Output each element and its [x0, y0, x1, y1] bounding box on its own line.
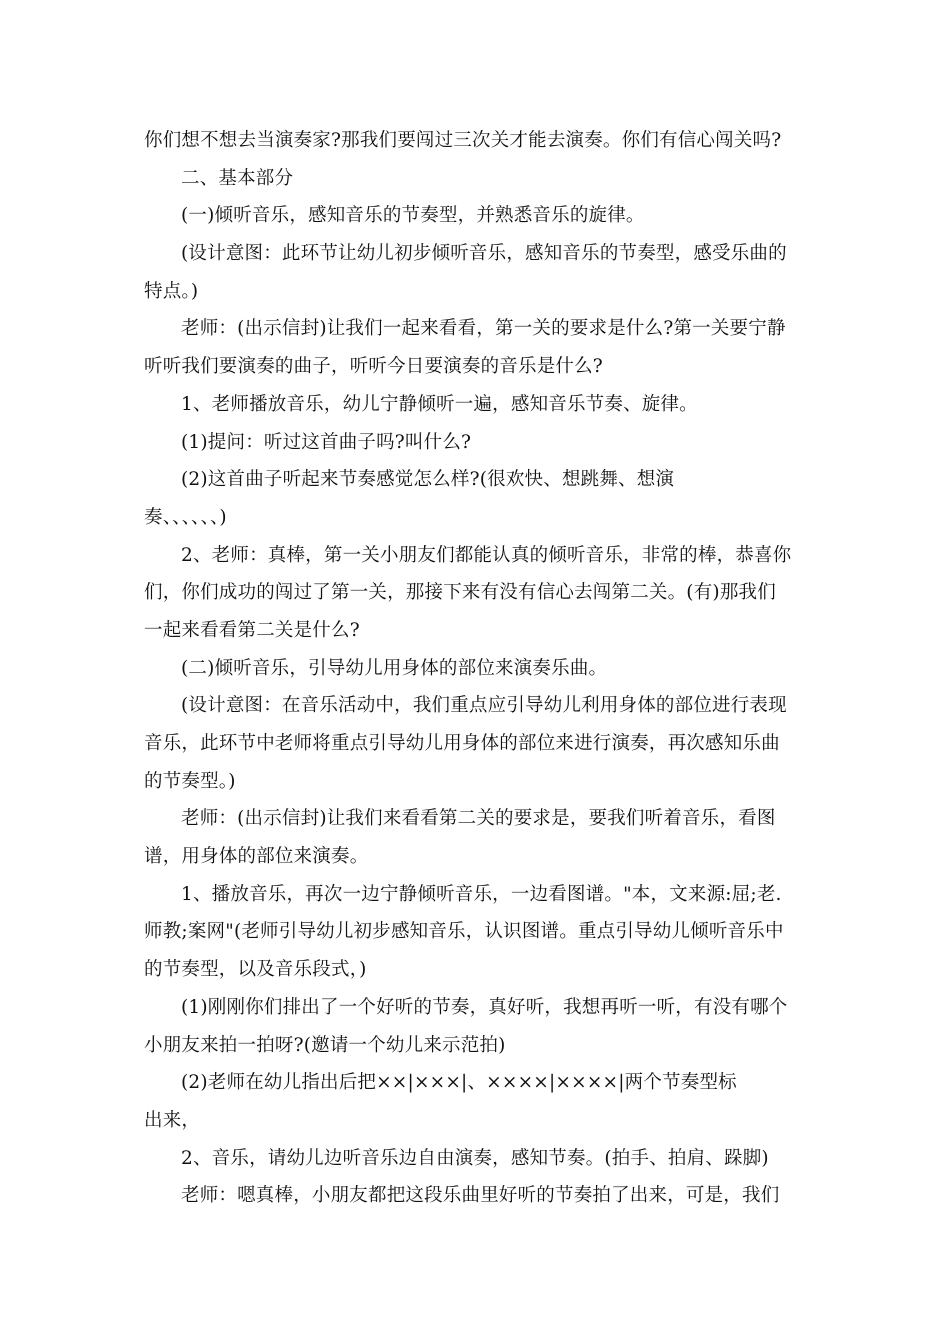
text-line: 听听我们要演奏的曲子，听听今日要演奏的音乐是什么? — [144, 356, 603, 378]
text-line: 2、音乐，请幼儿边听音乐边自由演奏，感知节奏。(拍手、拍肩、跺脚) — [181, 1147, 769, 1169]
text-line: (1)提问：听过这首曲子吗?叫什么? — [181, 431, 472, 453]
text-line: 小朋友来拍一拍呀?(邀请一个幼儿来示范拍) — [144, 1034, 506, 1056]
text-line: 的节奏型，以及音乐段式，) — [144, 959, 367, 981]
text-line: 老师：(出示信封)让我们一起来看看，第一关的要求是什么?第一关要宁静 — [181, 318, 786, 340]
text-line: 的节奏型。) — [144, 770, 236, 792]
text-line: 2、老师：真棒，第一关小朋友们都能认真的倾听音乐，非常的棒，恭喜你 — [181, 544, 792, 566]
text-line: 谱，用身体的部位来演奏。 — [144, 846, 369, 868]
text-line: 二、基本部分 — [181, 167, 294, 189]
text-line: 们，你们成功的闯过了第一关，那接下来有没有信心去闯第二关。(有)那我们 — [144, 582, 776, 604]
text-line: 你们想不想去当演奏家?那我们要闯过三次关才能去演奏。你们有信心闯关吗? — [144, 130, 782, 151]
text-line: 音乐，此环节中老师将重点引导幼儿用身体的部位来进行演奏，再次感知乐曲 — [144, 733, 780, 754]
text-line: (一)倾听音乐，感知音乐的节奏型，并熟悉音乐的旋律。 — [181, 205, 645, 227]
text-line: 师教;案网"(老师引导幼儿初步感知音乐，认识图谱。重点引导幼儿倾听音乐中 — [144, 921, 784, 943]
text-line: 老师：嗯真棒，小朋友都把这段乐曲里好听的节奏拍了出来，可是，我们 — [181, 1185, 780, 1207]
text-line: (二)倾听音乐，引导幼儿用身体的部位来演奏乐曲。 — [181, 657, 608, 679]
text-line: 一起来看看第二关是什么? — [144, 619, 360, 641]
text-line: 老师：(出示信封)让我们来看看第二关的要求是，要我们听着音乐，看图 — [181, 808, 776, 830]
text-line: 出来， — [144, 1109, 201, 1131]
text-line: (2)这首曲子听起来节奏感觉怎么样?(很欢快、想跳舞、想演 — [181, 469, 675, 491]
text-line: (设计意图：此环节让幼儿初步倾听音乐，感知音乐的节奏型，感受乐曲的 — [181, 243, 787, 265]
document-page — [144, 122, 808, 1215]
text-line: 特点。) — [144, 280, 199, 302]
text-line: (1)刚刚你们排出了一个好听的节奏，真好听，我想再听一听，有没有哪个 — [181, 996, 788, 1018]
text-line: 1、播放音乐，再次一边宁静倾听音乐，一边看图谱。"本，文来源:屈;老. — [181, 883, 782, 905]
text-line: 1、老师播放音乐，幼儿宁静倾听一遍，感知音乐节奏、旋律。 — [181, 393, 698, 415]
text-line: 奏、、、、、、) — [144, 506, 227, 528]
text-line: (设计意图：在音乐活动中，我们重点应引导幼儿利用身体的部位进行表现 — [181, 695, 787, 717]
text-line: (2)老师在幼儿指出后把××|×××|、××××|××××|两个节奏型标 — [181, 1072, 737, 1094]
